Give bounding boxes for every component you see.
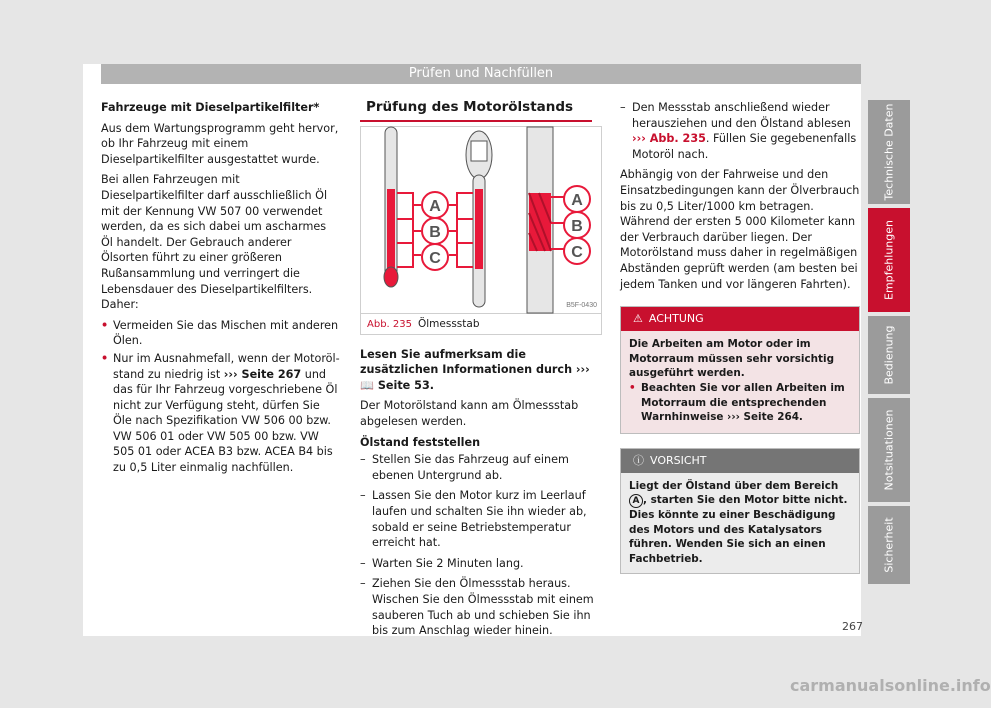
tab-label: Technische Daten: [882, 103, 896, 201]
step-2-text: Lassen Sie den Motor kurz im Leerlauf laufen und schalten Sie ihn wieder ab, sobald er seine Betriebstemperatur erreicht hat.: [372, 489, 587, 550]
vorsicht-text: [629, 479, 849, 567]
dpf-bullet-2-post: und das für Ihr Fahrzeug vorgeschriebene Öl nicht zur Verfügung steht, dürfen Sie Öle nach Spezifikation VW 506 00 bzw. VW 506 01 oder VW 505 00 bzw. VW 505 01 oder ACEA B3 bzw. ACEA B4 bis zu 0,5 Liter einmalig nachfüllen.: [113, 367, 338, 475]
vorsicht-body: [621, 473, 859, 573]
step-1: – Stellen Sie das Fahrzeug auf einem ebenen Untergrund ab.: [360, 453, 569, 482]
tab-label: Notsituationen: [882, 409, 896, 491]
tab-empfehlungen[interactable]: [868, 208, 910, 312]
dpf-heading: Fahrzeuge mit Dieselpartikelfilter*: [101, 101, 320, 114]
figure-label-c-left: C: [429, 249, 441, 267]
vorsicht-header: [621, 449, 859, 473]
step-5-pre: Den Messstab anschließend wieder herausziehen und den Ölstand ablesen: [632, 101, 851, 130]
achtung-header: [621, 307, 859, 331]
step-3: – Warten Sie 2 Minuten lang.: [360, 556, 524, 570]
page-header: Prüfen und Nachfüllen: [101, 64, 861, 84]
step-4-text: Ziehen Sie den Ölmessstab heraus. Wischen Sie den Ölmessstab mit einem sauberen Tuch ab und schieben Sie ihn bis zum Anschlag wieder hinein.: [372, 577, 594, 638]
page-link-264[interactable]: ››› Seite 264.: [727, 411, 803, 424]
figure-label-b-right: B: [571, 217, 583, 235]
vorsicht-post: , starten Sie den Motor bitte nicht. Dies könnte zu einer Beschädigung des Motors und des Katalysators führen. Wenden Sie sich an einen Fachbetrieb.: [629, 494, 848, 566]
figure-label-a-left: A: [429, 197, 441, 215]
achtung-text: Die Arbeiten am Motor oder im Motorraum müssen sehr vorsichtig ausgeführt werden.: [629, 338, 835, 380]
column-middle: [360, 100, 602, 644]
step-1-text: Stellen Sie das Fahrzeug auf einem ebenen Untergrund ab.: [372, 453, 569, 482]
dpf-bullet-2-pre: Nur im Ausnahmefall, wenn der Motoröl-stand zu niedrig ist: [113, 351, 340, 381]
figure-label-c-right: C: [571, 243, 583, 261]
achtung-bullet: [629, 381, 849, 425]
tab-label: Sicherheit: [882, 517, 896, 573]
tab-label: Bedienung: [882, 325, 896, 385]
section-title: Prüfung des Motorölstands: [360, 100, 592, 122]
dpf-paragraph-1: Aus dem Wartungsprogramm geht hervor, ob Ihr Fahrzeug mit einem Dieselpartikelfilter ausgestattet wurde.: [101, 121, 339, 166]
oil-check-paragraph: Der Motorölstand kann am Ölmessstab abgelesen werden.: [360, 399, 579, 428]
warning-triangle-icon: ⚠: [633, 312, 643, 326]
achtung-title: ACHTUNG: [648, 312, 704, 326]
column-right: [620, 100, 860, 574]
step-4: – Ziehen Sie den Ölmessstab heraus. Wischen Sie den Ölmessstab mit einem sauberen Tuch ab und schieben Sie ihn bis zum Anschlag wieder hinein.: [360, 577, 594, 638]
vorsicht-pre: Liegt der Ölstand über dem Bereich: [629, 479, 839, 492]
oil-level-heading: Ölstand feststellen: [360, 435, 481, 449]
page-link-53[interactable]: Seite 53: [377, 378, 430, 392]
step-2: – Lassen Sie den Motor kurz im Leerlauf laufen und schalten Sie ihn wieder ab, sobald er seine Betriebstemperatur erreicht hat.: [360, 489, 587, 550]
achtung-body: [621, 331, 859, 433]
tab-notsituationen[interactable]: [868, 398, 910, 502]
tab-sicherheit[interactable]: [868, 506, 910, 584]
book-icon: 📖: [360, 378, 374, 392]
footer-watermark: carmanualsonline.info: [790, 676, 991, 695]
figure-link-235[interactable]: ››› Abb. 235: [632, 132, 706, 146]
dpf-bullet-1: • Vermeiden Sie das Mischen mit anderen Ölen.: [101, 318, 341, 349]
intro-bold: Lesen Sie aufmerksam die zusätzlichen Informationen durch ›››: [360, 347, 590, 377]
figure-caption: [360, 314, 602, 335]
step-5: – Den Messstab anschließend wieder herausziehen und den Ölstand ablesen ››› Abb. 235. Füllen Sie gegebenenfalls Motoröl nach.: [620, 101, 857, 161]
tab-label: Empfehlungen: [882, 220, 896, 300]
tab-bedienung[interactable]: [868, 316, 910, 394]
step-5-post: . Füllen Sie gegebenenfalls Motoröl nach.: [632, 132, 857, 161]
dpf-bullet-2: [101, 351, 341, 476]
figure-code: B5F-0430: [566, 301, 597, 309]
figure-caption-text: Ölmessstab: [417, 317, 480, 330]
step-3-text: Warten Sie 2 Minuten lang.: [372, 556, 524, 570]
consumption-paragraph: Abhängig von der Fahrweise und den Einsatzbedingungen kann der Ölverbrauch bis zu 0,5 Liter/1000 km betragen. Während der ersten 5 000 Kilometer kann der Verbrauch darüber liegen. Der Motorölstand muss daher in regelmäßigen Abständen geprüft werden (am besten bei jedem Tanken und vor längeren Fahrten).: [620, 168, 860, 291]
vorsicht-box: [620, 448, 860, 574]
figure-label-a-right: A: [571, 191, 583, 209]
dpf-paragraph-2: Bei allen Fahrzeugen mit Dieselpartikelfilter darf ausschließlich Öl mit der Kennung VW 507 00 verwendet werden, da es sich dabei um ascharmes Öl handelt. Der Gebrauch anderer Ölsorten führt zu einer größeren Rußansammlung und verringert die Lebensdauer des Dieselpartikelfilters. Daher:: [101, 173, 328, 312]
achtung-bullet-text: Beachten Sie vor allen Arbeiten im Motorraum die entsprechenden Warnhinweise: [641, 381, 845, 424]
figure-number: Abb. 235: [367, 318, 412, 330]
tab-technische-daten[interactable]: [868, 100, 910, 204]
info-circle-icon: ⓘ: [633, 453, 644, 467]
achtung-box: [620, 306, 860, 434]
page-number: 267: [842, 620, 863, 633]
vorsicht-title: VORSICHT: [650, 453, 707, 467]
column-left: [101, 100, 341, 478]
range-a-marker: A: [629, 494, 643, 508]
dipstick-figure: [360, 126, 602, 314]
dipstick-illustration: [361, 127, 601, 313]
figure-label-b-left: B: [429, 223, 441, 241]
page-link-267[interactable]: ››› Seite 267: [223, 367, 302, 381]
intro-text: Lesen Sie aufmerksam die zusätzlichen Informationen durch ››› 📖 Seite 53.: [360, 347, 590, 392]
